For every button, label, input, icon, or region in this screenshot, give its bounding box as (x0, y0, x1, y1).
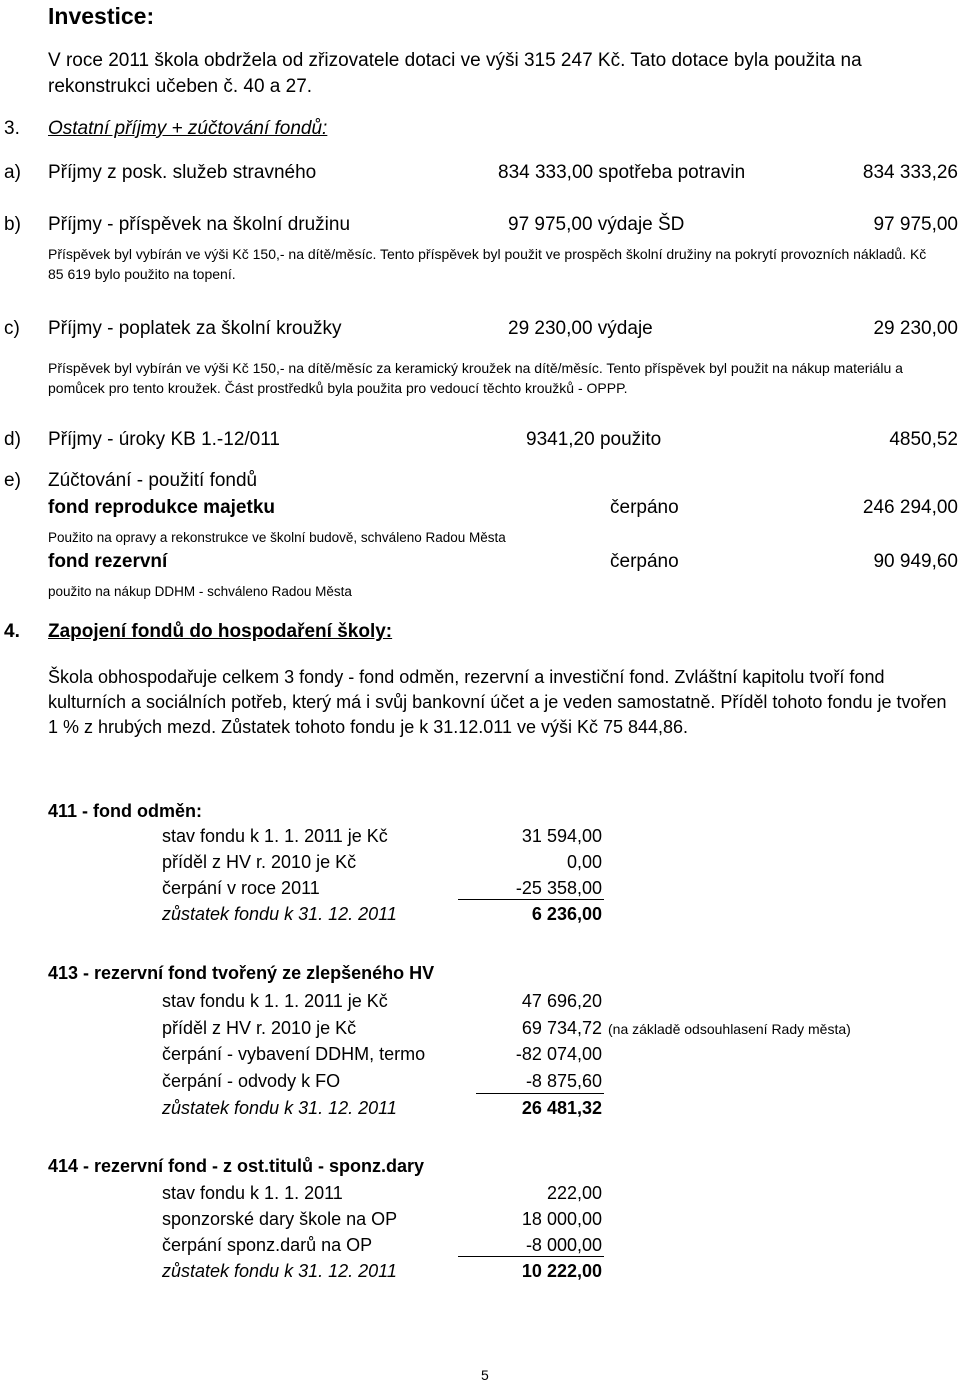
fund411-row-value: -25 358,00 (515, 878, 602, 898)
section4-title: Zapojení fondů do hospodaření školy: (48, 621, 393, 642)
fund414-row-label: stav fondu k 1. 1. 2011 (162, 1183, 343, 1203)
item-c-amount: 29 230,00 (873, 318, 958, 339)
fund413-balance-label: zůstatek fondu k 31. 12. 2011 (162, 1098, 397, 1118)
fund411-row-value: 0,00 (566, 852, 602, 872)
section4-number: 4. (4, 621, 20, 642)
fund413-balance-value: 26 481,32 (521, 1098, 602, 1118)
section3-title: Ostatní příjmy + zúčtování fondů: (48, 118, 328, 139)
item-b-amount: 97 975,00 (873, 214, 958, 235)
fund414-row-value: 222,00 (546, 1183, 602, 1203)
fund413-row-value: -82 074,00 (515, 1044, 602, 1064)
investice-text: V roce 2011 škola obdržela od zřizovatele dotaci ve výši 315 247 Kč. Tato dotace byla použita na rekonstrukci učeben č. 40 a 27. (48, 50, 862, 97)
fund-reprodukce-action: čerpáno (610, 497, 679, 518)
item-d-label: Příjmy - úroky KB 1.-12/011 (48, 429, 280, 450)
fund413-row-note: (na základě odsouhlasení Rady města) (608, 1021, 851, 1037)
fund411-row-value: 31 594,00 (521, 826, 602, 846)
item-b-mid: 97 975,00 výdaje ŠD (508, 214, 685, 235)
fund413-row-value: -8 875,60 (525, 1071, 602, 1091)
item-c-letter: c) (4, 318, 20, 339)
fund413-title: 413 - rezervní fond tvořený ze zlepšeného HV (48, 963, 435, 983)
item-d-mid: 9341,20 použito (526, 429, 662, 450)
fund414-row-label: sponzorské dary škole na OP (162, 1209, 398, 1229)
fund414-row-value: -8 000,00 (525, 1235, 602, 1255)
fund-rezervni-name: fond rezervní (48, 551, 168, 572)
item-b-label: Příjmy - příspěvek na školní družinu (48, 214, 351, 235)
item-c-mid: 29 230,00 výdaje (508, 318, 653, 339)
fund-reprodukce-amount: 246 294,00 (862, 497, 958, 518)
item-c-note: Příspěvek byl vybírán ve výši Kč 150,- na dítě/měsíc za keramický kroužek na dítě/měsíc. Tento příspěvek byl použit na nákup materiálu a pomůcek pro tento kroužek. Část prostředků byla použita pro vedoucí těchto kroužků - OPPP. (48, 360, 903, 396)
item-a-letter: a) (4, 162, 21, 183)
fund413-row-label: příděl z HV r. 2010 je Kč (162, 1018, 357, 1038)
item-e-label: Zúčtování - použití fondů (48, 470, 258, 491)
fund414-balance-label: zůstatek fondu k 31. 12. 2011 (162, 1261, 397, 1281)
fund414-title: 414 - rezervní fond - z ost.titulů - sponz.dary (48, 1156, 425, 1176)
item-c-label: Příjmy - poplatek za školní kroužky (48, 318, 342, 339)
fund411-balance-label: zůstatek fondu k 31. 12. 2011 (162, 904, 397, 924)
item-e-letter: e) (4, 470, 21, 491)
fund-rezervni-amount: 90 949,60 (873, 551, 958, 572)
fund-reprodukce-name: fond reprodukce majetku (48, 497, 275, 518)
fund411-balance-value: 6 236,00 (531, 904, 602, 924)
sum-rule (458, 1256, 604, 1257)
fund413-row-label: stav fondu k 1. 1. 2011 je Kč (162, 991, 388, 1011)
investice-heading: Investice: (48, 3, 155, 29)
fund413-row-label: čerpání - odvody k FO (162, 1071, 341, 1091)
item-a-amount: 834 333,26 (862, 162, 958, 183)
fund-reprodukce-note: Použito na opravy a rekonstrukce ve školní budově, schváleno Radou Města (48, 530, 506, 545)
item-a-label: Příjmy z posk. služeb stravného (48, 162, 317, 183)
fund414-row-value: 18 000,00 (521, 1209, 602, 1229)
section4-text: Škola obhospodařuje celkem 3 fondy - fond odměn, rezervní a investiční fond. Zvláštní kapitolu tvoří fond kulturních a sociálních potřeb, který má i svůj bankovní účet a je veden samostatně. Příděl tohoto fondu je tvořen 1 % z hrubých mezd. Zůstatek tohoto fondu je k 31.12.011 ve výši Kč 75 844,86. (48, 667, 947, 737)
sum-rule (458, 899, 604, 900)
fund413-row-value: 69 734,72 (521, 1018, 602, 1038)
item-b-letter: b) (4, 214, 21, 235)
item-a-mid: 834 333,00 spotřeba potravin (498, 162, 746, 183)
item-d-letter: d) (4, 429, 21, 450)
page-number: 5 (481, 1367, 489, 1383)
fund413-row-value: 47 696,20 (521, 991, 602, 1011)
item-d-amount: 4850,52 (889, 429, 958, 450)
fund414-balance-value: 10 222,00 (521, 1261, 602, 1281)
fund-rezervni-note: použito na nákup DDHM - schváleno Radou Města (48, 584, 352, 599)
fund-rezervni-action: čerpáno (610, 551, 679, 572)
fund411-row-label: čerpání v roce 2011 (162, 878, 320, 898)
fund411-title: 411 - fond odměn: (48, 801, 203, 821)
sum-rule (476, 1093, 604, 1094)
fund413-row-label: čerpání - vybavení DDHM, termo (162, 1044, 426, 1064)
item-b-note: Příspěvek byl vybírán ve výši Kč 150,- na dítě/měsíc. Tento příspěvek byl použit ve prospěch školní družiny na pokrytí provozních nákladů. Kč 85 619 bylo použito na topení. (48, 246, 927, 282)
fund411-row-label: stav fondu k 1. 1. 2011 je Kč (162, 826, 388, 846)
fund414-row-label: čerpání sponz.darů na OP (162, 1235, 373, 1255)
section3-number: 3. (4, 118, 20, 139)
fund411-row-label: příděl z HV r. 2010 je Kč (162, 852, 357, 872)
